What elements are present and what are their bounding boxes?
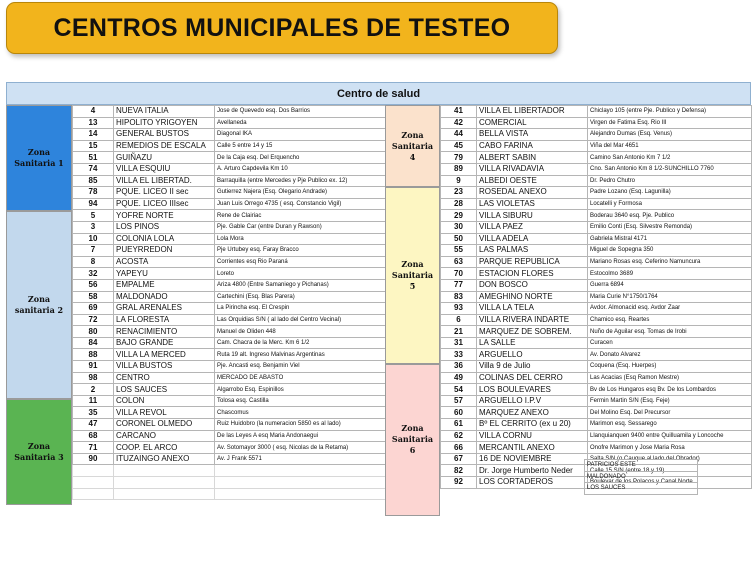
extra-address: LOS SAUCES (585, 483, 698, 495)
zone-label-block (6, 105, 72, 211)
center-address: Emilio Conti (Esq. Silvestre Remonda) (588, 221, 752, 233)
center-name: BAJO GRANDE (114, 337, 215, 349)
center-name: Bº EL CERRITO (ex u 20) (477, 419, 588, 431)
center-name: COLONIA LOLA (114, 233, 215, 245)
table-row (441, 140, 752, 152)
center-name: CARCANO (114, 430, 215, 442)
table-row (73, 372, 392, 384)
table-row (441, 221, 752, 233)
table-row (441, 279, 752, 291)
extra-address: MALDONADO (585, 471, 698, 483)
center-number: 32 (73, 268, 114, 280)
center-name: MARQUEZ DE SOBREM. (477, 326, 588, 338)
table-row (441, 442, 752, 454)
center-number: 41 (441, 106, 477, 118)
center-name: LAS VIOLETAS (477, 198, 588, 210)
center-address: Chamico esq. Reartes (588, 314, 752, 326)
table-row (73, 314, 392, 326)
table-row (441, 372, 752, 384)
table-row (73, 442, 392, 454)
header-label: Centro de salud (336, 87, 421, 100)
center-name: LOS SAUCES (114, 384, 215, 396)
center-address (215, 477, 392, 489)
table-row (73, 349, 392, 361)
center-address: Diagonal IKA (215, 129, 392, 141)
center-name: VILLA PAEZ (477, 221, 588, 233)
center-name: YAPEYU (114, 268, 215, 280)
center-number: 88 (73, 349, 114, 361)
table-row (73, 337, 392, 349)
center-name: COMERCIAL (477, 117, 588, 129)
center-name (114, 488, 215, 500)
center-address (215, 465, 392, 477)
center-name: LOS PINOS (114, 221, 215, 233)
center-name: CENTRO (114, 372, 215, 384)
center-number: 71 (73, 442, 114, 454)
center-number: 67 (441, 453, 477, 465)
table-row (73, 453, 392, 465)
table-row (441, 129, 752, 141)
center-number: 8 (73, 256, 114, 268)
center-name: VILLA REVOL (114, 407, 215, 419)
center-number: 30 (441, 221, 477, 233)
center-name: LAS PALMAS (477, 245, 588, 257)
center-address: Miguel de Sopegna 350 (588, 245, 752, 257)
table-row (73, 430, 392, 442)
center-name: PQUE. LICEO IIIsec (114, 198, 215, 210)
center-name: GRAL ARENALES (114, 303, 215, 315)
table-row (73, 395, 392, 407)
center-name (114, 465, 215, 477)
zone-label: Zona Sanitaria 6 (391, 423, 434, 456)
table-row (73, 140, 392, 152)
center-number: 92 (441, 477, 477, 489)
center-name: PARQUE REPUBLICA (477, 256, 588, 268)
center-address: Av. Sotomayor 3000 ( esq. Nicolas de la Retama) (215, 442, 392, 454)
center-address: Lola Mora (215, 233, 392, 245)
zone-label: Zona Sanitaria 5 (391, 258, 434, 291)
table-row (73, 210, 392, 222)
table-row (441, 303, 752, 315)
center-number: 47 (73, 419, 114, 431)
center-name: VILLA EL LIBERTADOR (477, 106, 588, 118)
center-name: REMEDIOS DE ESCALA (114, 140, 215, 152)
table-row (73, 233, 392, 245)
center-name: CABO FARINA (477, 140, 588, 152)
center-name: DON BOSCO (477, 279, 588, 291)
table-row (441, 314, 752, 326)
table-row (73, 303, 392, 315)
center-address: Ruiz Huidobro (la numeracion 5850 es al lado) (215, 419, 392, 431)
center-number: 89 (441, 163, 477, 175)
center-number: 80 (73, 326, 114, 338)
table-row (441, 187, 752, 199)
center-name: VILLA ESQUIU (114, 163, 215, 175)
center-address: Maria Curie N°1750/1764 (588, 291, 752, 303)
table-row (441, 198, 752, 210)
center-number: 98 (73, 372, 114, 384)
table-row (441, 152, 752, 164)
center-address: Salta S/N (o Cauque al lado del Obrador) (588, 453, 752, 465)
center-name: ARGUELLO I.P.V (477, 395, 588, 407)
center-address: Pje. Gable Car (entre Duran y Rawson) (215, 221, 392, 233)
center-address: Viña del Mar 4651 (588, 140, 752, 152)
center-address: Avdor. Almonacid esq. Avdor Zaar (588, 303, 752, 315)
center-address: A. Arturo Capdevila Km 10 (215, 163, 392, 175)
table-row (441, 430, 752, 442)
center-address: Alejandro Dumas (Esq. Venus) (588, 129, 752, 141)
center-name: PUEYRREDON (114, 245, 215, 257)
center-address: Pje. Ancasti esq. Benjamin Viel (215, 361, 392, 373)
table-row (441, 175, 752, 187)
center-number: 7 (73, 245, 114, 257)
center-address: Bv de Los Hungaros esq Bv. De los Lombardos (588, 384, 752, 396)
center-number: 14 (73, 129, 114, 141)
center-number: 82 (441, 465, 477, 477)
zone-label: Zona Sanitaria 1 (14, 146, 64, 168)
center-name: YOFRE NORTE (114, 210, 215, 222)
center-number: 9 (441, 175, 477, 187)
zone-label: Zona sanitaria 2 (14, 293, 64, 315)
table-row (73, 152, 392, 164)
center-number: 57 (441, 395, 477, 407)
center-name: ARGUELLO (477, 349, 588, 361)
center-address: Ariza 4800 (Entre Samaniego y Pichanas) (215, 279, 392, 291)
center-address: La Pirincha esq. El Crespin (215, 303, 392, 315)
center-address: Del Molino Esq. Del Precursor (588, 407, 752, 419)
table-row (73, 198, 392, 210)
center-address: Padre Lozano (Esq. Lagunilla) (588, 187, 752, 199)
center-address: Estocolmo 3689 (588, 268, 752, 280)
center-number: 58 (73, 291, 114, 303)
table-row (441, 395, 752, 407)
center-number: 85 (73, 175, 114, 187)
center-number: 74 (73, 163, 114, 175)
center-number: 11 (73, 395, 114, 407)
center-address: Boulevar de los Polacos y Canal Norte (588, 477, 752, 489)
center-number: 35 (73, 407, 114, 419)
center-name: VILLA CORNU (477, 430, 588, 442)
table-row (73, 419, 392, 431)
table-row (441, 106, 752, 118)
zone-label: Zona Sanitaria 3 (14, 440, 64, 462)
table-row (73, 279, 392, 291)
center-number: 29 (441, 210, 477, 222)
center-address: Cno. San Antonio Km 8 1/2-SUNCHILLO 7760 (588, 163, 752, 175)
center-number: 60 (441, 407, 477, 419)
table-row (73, 477, 392, 489)
center-name: ITUZAINGO ANEXO (114, 453, 215, 465)
center-name: BELLA VISTA (477, 129, 588, 141)
center-name: ROSEDAL ANEXO (477, 187, 588, 199)
center-name: MERCANTIL ANEXO (477, 442, 588, 454)
center-address: Marimon esq. Sessarego (588, 419, 752, 431)
center-number: 83 (441, 291, 477, 303)
center-address: Tolosa esq. Castilla (215, 395, 392, 407)
center-name: ACOSTA (114, 256, 215, 268)
table-row (73, 175, 392, 187)
zone-label-block (6, 399, 72, 505)
table-row (73, 465, 392, 477)
zone-label-block (385, 187, 440, 363)
table-row (441, 326, 752, 338)
center-number: 10 (73, 233, 114, 245)
center-number: 28 (441, 198, 477, 210)
table-row (441, 291, 752, 303)
center-number: 62 (441, 430, 477, 442)
center-address: Fermin Martin S/N (Esq. Feje) (588, 395, 752, 407)
center-address: Dr. Pedro Chutro (588, 175, 752, 187)
center-address: Gutierrez Najera (Esq. Olegario Andrade) (215, 187, 392, 199)
center-address: Chiclayo 105 (entre Pje. Publico y Defensa) (588, 106, 752, 118)
center-number: 54 (441, 384, 477, 396)
center-name: NUEVA ITALIA (114, 106, 215, 118)
extra-row (585, 460, 698, 472)
center-name: GUIÑAZU (114, 152, 215, 164)
center-address: Algarrobo Esq. Espinillos (215, 384, 392, 396)
center-address: Locatelli y Formosa (588, 198, 752, 210)
center-address: Virgen de Fatima Esq. Rio III (588, 117, 752, 129)
table-row (441, 384, 752, 396)
table-row (73, 106, 392, 118)
table-row (441, 361, 752, 373)
center-number: 45 (441, 140, 477, 152)
table-row (441, 419, 752, 431)
center-address: Las Orquidias S/N ( al lado del Centro Vecinal) (215, 314, 392, 326)
table-row (73, 326, 392, 338)
table-row (441, 407, 752, 419)
table-row (441, 233, 752, 245)
center-address: Av. J Frank 5571 (215, 453, 392, 465)
table-row (73, 407, 392, 419)
center-address: Ruta 19 alt. Ingreso Malvinas Argentinas (215, 349, 392, 361)
center-number: 56 (73, 279, 114, 291)
title-banner (6, 2, 558, 54)
center-address: MERCADO DE ABASTO (215, 372, 392, 384)
center-address: Gabriela Mistral 4171 (588, 233, 752, 245)
center-name: LOS CORTADEROS (477, 477, 588, 489)
center-address: Rene de Clairiac (215, 210, 392, 222)
center-name: ESTACION FLORES (477, 268, 588, 280)
center-number: 36 (441, 361, 477, 373)
table-row (441, 268, 752, 280)
center-number: 72 (73, 314, 114, 326)
center-name: VILLA EL LIBERTAD. (114, 175, 215, 187)
center-address: De las Leyes A esq Maria Andonaegui (215, 430, 392, 442)
center-number: 78 (73, 187, 114, 199)
center-number: 2 (73, 384, 114, 396)
table-row (73, 256, 392, 268)
center-name: VILLA LA MERCED (114, 349, 215, 361)
center-number: 51 (73, 152, 114, 164)
center-address: Calle 5 entre 14 y 15 (215, 140, 392, 152)
center-name: VILLA RIVERA INDARTE (477, 314, 588, 326)
center-number: 49 (441, 372, 477, 384)
center-name: AMEGHINO NORTE (477, 291, 588, 303)
zone-label: Zona Sanitaria 4 (391, 129, 434, 162)
center-address: Las Acacias (Esq Ramon Mestre) (588, 372, 752, 384)
table-row (441, 256, 752, 268)
center-number: 6 (441, 314, 477, 326)
table-row (73, 268, 392, 280)
center-name: VILLA SIBURU (477, 210, 588, 222)
center-address: Av. Donato Alvarez (588, 349, 752, 361)
center-number (73, 488, 114, 500)
center-address: Boderau 3640 esq. Pje. Publico (588, 210, 752, 222)
center-address: Cartechini (Esq. Blas Parera) (215, 291, 392, 303)
table-row (73, 187, 392, 199)
center-address: Nuño de Aguilar esq. Tomas de Irobi (588, 326, 752, 338)
center-name: EMPALME (114, 279, 215, 291)
center-number: 23 (441, 187, 477, 199)
table-row (73, 245, 392, 257)
center-address: Camino San Antonio Km 7 1/2 (588, 152, 752, 164)
center-number: 33 (441, 349, 477, 361)
center-name: VILLA BUSTOS (114, 361, 215, 373)
center-name: MARQUEZ ANEXO (477, 407, 588, 419)
table-row (73, 129, 392, 141)
center-number: 79 (441, 152, 477, 164)
center-address: Guerra 6894 (588, 279, 752, 291)
center-number: 66 (441, 442, 477, 454)
extra-row (585, 483, 698, 495)
table-row (73, 361, 392, 373)
right-centers-table (440, 105, 752, 489)
center-name: VILLA LA TELA (477, 303, 588, 315)
table-row (73, 117, 392, 129)
left-centers-table (72, 105, 392, 500)
center-address: Manuel de Oliden 448 (215, 326, 392, 338)
center-address: Corrientes esq Rio Paraná (215, 256, 392, 268)
center-number: 5 (73, 210, 114, 222)
center-number (73, 465, 114, 477)
center-name: COLON (114, 395, 215, 407)
center-number: 91 (73, 361, 114, 373)
table-header (6, 82, 751, 105)
center-number: 3 (73, 221, 114, 233)
center-number (73, 477, 114, 489)
center-name: 16 DE NOVIEMBRE (477, 453, 588, 465)
page-title: CENTROS MUNICIPALES DE TESTEO (53, 13, 511, 42)
center-number: 15 (73, 140, 114, 152)
center-name: MALDONADO (114, 291, 215, 303)
center-name: VILLA RIVADAVIA (477, 163, 588, 175)
center-address (215, 488, 392, 500)
health-centers-sheet (6, 82, 751, 579)
center-address: Coquena (Esq. Huerpes) (588, 361, 752, 373)
table-row (441, 337, 752, 349)
center-number: 70 (441, 268, 477, 280)
center-number: 68 (73, 430, 114, 442)
center-number: 69 (73, 303, 114, 315)
center-address: Curacen (588, 337, 752, 349)
zone-label-block (6, 211, 72, 399)
table-row (73, 221, 392, 233)
center-name: Dr. Jorge Humberto Neder (477, 465, 588, 477)
center-name: LOS BOULEVARES (477, 384, 588, 396)
table-row (441, 163, 752, 175)
center-name: VILLA ADELA (477, 233, 588, 245)
center-name: ALBERT SABIN (477, 152, 588, 164)
zone-label-block (385, 105, 440, 187)
center-number: 77 (441, 279, 477, 291)
table-row (441, 245, 752, 257)
center-number: 13 (73, 117, 114, 129)
center-number: 55 (441, 245, 477, 257)
center-number: 90 (73, 453, 114, 465)
center-name: COLINAS DEL CERRO (477, 372, 588, 384)
extra-row (585, 471, 698, 483)
center-address: Onofre Marimon y Jose Maria Rosa (588, 442, 752, 454)
center-address: Pje Urtubey esq. Faray Bracco (215, 245, 392, 257)
center-address: Barraquilla (entre Mercedes y Pje Publico ex. 12) (215, 175, 392, 187)
center-name: COOP. EL ARCO (114, 442, 215, 454)
center-name (114, 477, 215, 489)
center-address: Cam. Chacra de la Merc. Km 6 1/2 (215, 337, 392, 349)
extra-address: PATRICIOS ESTE (585, 460, 698, 472)
center-number: 50 (441, 233, 477, 245)
center-number: 4 (73, 106, 114, 118)
center-address: Avellaneda (215, 117, 392, 129)
center-address: Llanquianquen 9400 entre Quilluamila y Loncoche (588, 430, 752, 442)
center-name: ALBEDI OESTE (477, 175, 588, 187)
extra-address-list (584, 459, 698, 495)
table-row (441, 210, 752, 222)
center-name: Villa 9 de Julio (477, 361, 588, 373)
center-number: 93 (441, 303, 477, 315)
center-number: 94 (73, 198, 114, 210)
center-name: GENERAL BUSTOS (114, 129, 215, 141)
center-address: Loreto (215, 268, 392, 280)
center-name: HIPOLITO YRIGOYEN (114, 117, 215, 129)
table-row (441, 117, 752, 129)
center-name: RENACIMIENTO (114, 326, 215, 338)
center-number: 44 (441, 129, 477, 141)
center-number: 31 (441, 337, 477, 349)
zone-label-block (385, 364, 440, 517)
table-row (441, 349, 752, 361)
center-name: LA SALLE (477, 337, 588, 349)
table-row (73, 488, 392, 500)
center-number: 21 (441, 326, 477, 338)
center-name: PQUE. LICEO II sec (114, 187, 215, 199)
center-address: Chascomus (215, 407, 392, 419)
center-name: LA FLORESTA (114, 314, 215, 326)
center-address: Jose de Quevedo esq. Dos Barrios (215, 106, 392, 118)
center-address: Mariano Rosas esq. Ceferino Namuncura (588, 256, 752, 268)
center-number: 63 (441, 256, 477, 268)
center-address: Calle 15 S/N (entre 18 y 19) (588, 465, 752, 477)
table-row (73, 163, 392, 175)
table-row (73, 384, 392, 396)
center-address: Juan Luis Orrego 4735 ( esq. Constancio Vigil) (215, 198, 392, 210)
center-number: 42 (441, 117, 477, 129)
table-row (73, 291, 392, 303)
center-address: De la Caja esq. Del Erquencho (215, 152, 392, 164)
center-name: CORONEL OLMEDO (114, 419, 215, 431)
center-number: 61 (441, 419, 477, 431)
center-number: 84 (73, 337, 114, 349)
